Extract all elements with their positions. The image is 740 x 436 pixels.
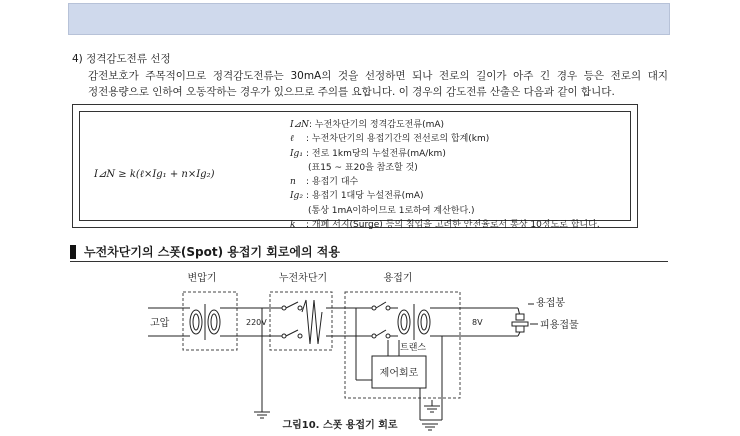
elb-contacts	[282, 300, 322, 344]
label-elb: 누전차단기	[278, 273, 328, 284]
label-control: 제어회로	[379, 368, 419, 379]
label-welder: 용접기	[383, 273, 413, 284]
ground-symbol-3	[422, 424, 438, 430]
definition-text: : 용접기 대수	[306, 177, 359, 188]
definition-symbol: n	[290, 177, 296, 188]
definition-text: : 전로 1km당의 누설전류(mA/km)	[306, 148, 446, 159]
label-high-voltage: 고압	[150, 318, 170, 329]
welder-contacts	[372, 302, 390, 338]
label-workpiece: 피용접물	[540, 320, 579, 331]
paragraph-line-1: 감전보호가 주목적이므로 정격감도전류는 30mA의 것을 선정하면 되나 전로의 길이가 아주 긴 경우 등은 전로의 대지	[88, 70, 668, 82]
subheading-text: 누전차단기의 스폿(Spot) 용접기 회로에의 적용	[84, 245, 340, 259]
formula: I⊿N ≥ k(ℓ×Ig₁ + n×Ig₂)	[94, 169, 215, 180]
label-8v: 8V	[472, 318, 483, 327]
electrode	[512, 308, 528, 336]
definition-symbol: ℓ	[290, 134, 294, 145]
welder-transformer-coil	[398, 304, 430, 340]
transformer-coil	[190, 304, 220, 340]
definition-symbol: k	[290, 220, 296, 231]
definition-symbol: I⊿N	[290, 120, 309, 130]
definition-text: (통상 1mA이하이므로 1로하여 계산한다.)	[308, 205, 475, 216]
label-trans: 트랜스	[400, 343, 427, 353]
label-transformer: 변압기	[187, 273, 217, 284]
section-title: 4) 정격감도전류 선정	[72, 53, 171, 65]
definition-text: (표15 ~ 표20을 참조할 것)	[308, 162, 418, 173]
label-220v: 220V	[246, 318, 267, 327]
ground-symbol-1	[254, 412, 270, 418]
label-electrode: 용접봉	[536, 298, 565, 309]
definition-text: : 개폐 서지(Surge) 등의 침입을 고려한 안전율로서 통상 10정도로 합니다.	[306, 220, 600, 231]
definition-text: : 누전차단기의 정격감도전류(mA)	[308, 120, 445, 130]
definition-text: : 누전차단기의 용접기간의 전선로의 합계(km)	[306, 134, 490, 145]
definition-symbol: Ig₁	[290, 148, 303, 159]
transformer-box	[183, 292, 237, 350]
definition-symbol: Ig₂	[290, 191, 303, 202]
figure-caption: 그림10. 스폿 용접기 회로	[282, 420, 398, 431]
definition-text: : 용접기 1대당 누설전류(mA)	[306, 191, 424, 202]
ground-symbol-2	[424, 406, 440, 412]
elb-box	[270, 292, 332, 350]
paragraph-line-2: 정전용량으로 인하여 오동작하는 경우가 있으므로 주의를 요합니다. 이 경우의 감도전류 산출은 다음과 같이 합니다.	[88, 86, 615, 98]
